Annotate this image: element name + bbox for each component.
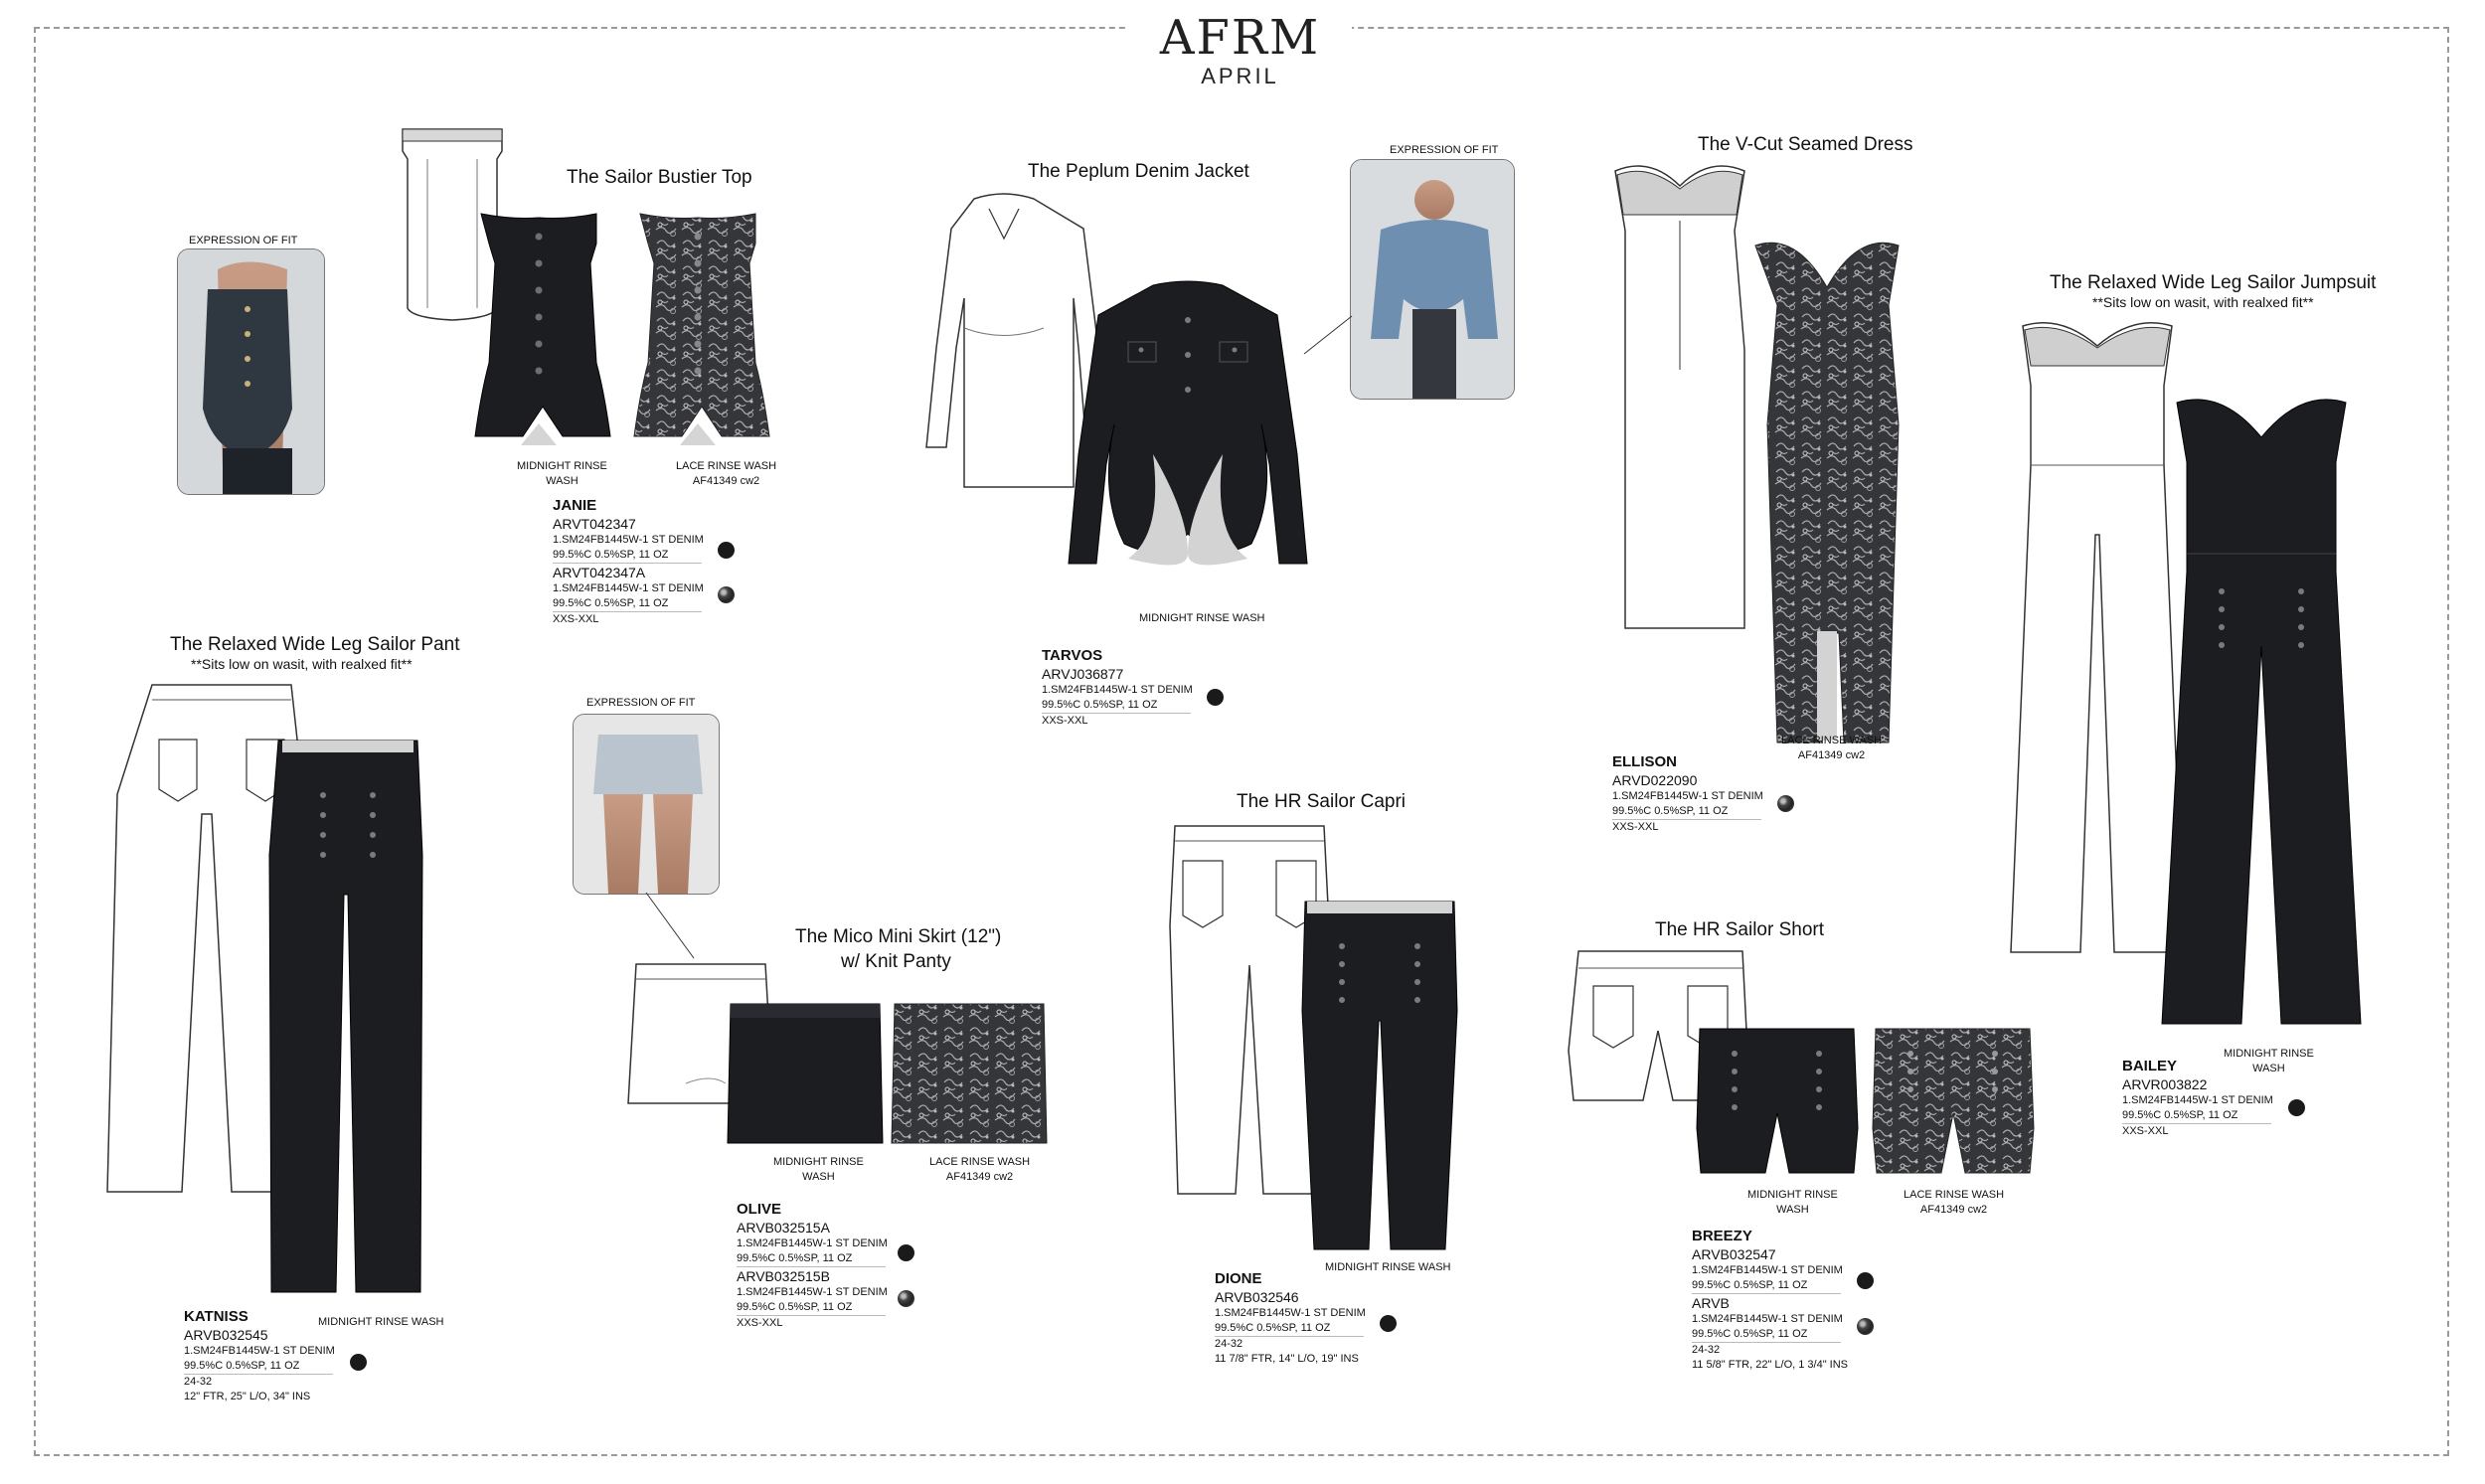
bustier-spec: JANIE ARVT042347 1.SM24FB1445W-1 ST DENIM 99.5%C 0.5%SP, 11 OZ ARVT042347A 1.SM24FB1445W-1 ST DENIM 99.5%C 0.5%SP, 11 OZ XXS-XXL — [553, 497, 704, 625]
pant-subtitle: **Sits low on wasit, with realxed fit** — [191, 656, 413, 672]
short-wash-lace: LACE RINSE WASH AF41349 cw2 — [1904, 1189, 2005, 1216]
short-wash-midnight: MIDNIGHT RINSE WASH — [1747, 1189, 1838, 1216]
jacket-midnight — [1064, 280, 1312, 608]
short-title: The HR Sailor Short — [1655, 919, 1825, 940]
short-lace — [1871, 1024, 2035, 1183]
swatch-midnight — [718, 542, 735, 559]
brand-name: AFRM — [1159, 10, 1321, 66]
dress-flat-sketch — [1605, 161, 1764, 638]
swatch-midnight — [898, 1244, 914, 1261]
swatch-lace — [1857, 1318, 1874, 1335]
style-code: ARVT042347A — [553, 565, 646, 580]
skirt-title: The Mico Mini Skirt (12") — [795, 926, 1002, 947]
capri-title: The HR Sailor Capri — [1237, 791, 1406, 812]
swatch-midnight — [1207, 689, 1224, 706]
pant-midnight — [268, 736, 427, 1312]
swatch-lace — [1777, 795, 1794, 812]
jacket-wash: MIDNIGHT RINSE WASH — [1139, 612, 1265, 624]
swatch-midnight — [2288, 1099, 2305, 1116]
bustier-wash-midnight: MIDNIGHT RINSE WASH — [517, 460, 607, 487]
season-label: APRIL — [1201, 64, 1279, 88]
jacket-fit-label: EXPRESSION OF FIT — [1390, 144, 1499, 156]
capri-spec: DIONE ARVB032546 1.SM24FB1445W-1 ST DENIM 99.5%C 0.5%SP, 11 OZ 24-32 11 7/8" FTR, 14" L/O, 19" INS — [1215, 1270, 1366, 1365]
dress-wash: LACE RINSE WASH AF41349 cw2 — [1781, 735, 1883, 761]
jumpsuit-midnight — [2167, 393, 2356, 1069]
dress-lace — [1747, 234, 1906, 750]
jumpsuit-title: The Relaxed Wide Leg Sailor Jumpsuit — [2050, 272, 2377, 293]
bustier-lace — [628, 212, 777, 450]
jumpsuit-spec: BAILEY ARVR003822 1.SM24FB1445W-1 ST DENIM 99.5%C 0.5%SP, 11 OZ XXS-XXL — [2122, 1058, 2273, 1137]
swatch-lace — [718, 586, 735, 603]
pant-title: The Relaxed Wide Leg Sailor Pant — [170, 634, 460, 655]
jacket-spec: TARVOS ARVJ036877 1.SM24FB1445W-1 ST DENIM 99.5%C 0.5%SP, 11 OZ XXS-XXL — [1042, 647, 1193, 727]
jacket-callout-line — [1304, 316, 1364, 356]
capri-midnight — [1300, 897, 1459, 1254]
style-code: ARVT042347 — [553, 516, 636, 532]
brand-header — [1128, 10, 1352, 89]
pant-wash: MIDNIGHT RINSE WASH — [318, 1316, 444, 1328]
skirt-wash-lace: LACE RINSE WASH AF41349 cw2 — [929, 1156, 1031, 1183]
pant-spec: KATNISS ARVB032545 1.SM24FB1445W-1 ST DENIM 99.5%C 0.5%SP, 11 OZ 24-32 12" FTR, 25" L/O, 34" INS — [184, 1308, 335, 1402]
skirt-spec: OLIVE ARVB032515A 1.SM24FB1445W-1 ST DENIM 99.5%C 0.5%SP, 11 OZ ARVB032515B 1.SM24FB1445W-1 ST DENIM 99.5%C 0.5%SP, 11 OZ XXS-XXL — [737, 1201, 888, 1329]
jumpsuit-flat-sketch — [2013, 316, 2182, 962]
skirt-lace — [890, 999, 1049, 1148]
short-spec: BREEZY ARVB032547 1.SM24FB1445W-1 ST DENIM 99.5%C 0.5%SP, 11 OZ ARVB 1.SM24FB1445W-1 ST DENIM 99.5%C 0.5%SP, 11 OZ 24-32 11 5/8" FTR, 22" L/O, 1 3/4" INS — [1692, 1228, 1849, 1371]
skirt-subtitle: w/ Knit Panty — [841, 951, 951, 972]
capri-wash: MIDNIGHT RINSE WASH — [1325, 1261, 1451, 1273]
dress-title: The V-Cut Seamed Dress — [1698, 134, 1913, 155]
jumpsuit-subtitle: **Sits low on wasit, with realxed fit** — [2092, 294, 2314, 310]
bustier-fit-label: EXPRESSION OF FIT — [189, 235, 298, 247]
jacket-title: The Peplum Denim Jacket — [1028, 161, 1249, 182]
short-midnight — [1695, 1024, 1859, 1183]
bustier-title: The Sailor Bustier Top — [567, 167, 752, 188]
skirt-callout-line — [636, 893, 716, 962]
skirt-midnight — [726, 999, 885, 1148]
bustier-fit-photo — [177, 248, 325, 495]
swatch-lace — [898, 1290, 914, 1307]
swatch-midnight — [1857, 1272, 1874, 1289]
skirt-fit-photo — [573, 714, 720, 895]
skirt-wash-midnight: MIDNIGHT RINSE WASH — [773, 1156, 864, 1183]
jumpsuit-wash: MIDNIGHT RINSE WASH — [2224, 1048, 2314, 1074]
bustier-wash-lace: LACE RINSE WASH AF41349 cw2 — [676, 460, 777, 487]
swatch-midnight — [350, 1354, 367, 1371]
style-name: JANIE — [553, 497, 597, 514]
bustier-midnight — [469, 212, 618, 450]
swatch-midnight — [1380, 1315, 1397, 1332]
dress-spec: ELLISON ARVD022090 1.SM24FB1445W-1 ST DENIM 99.5%C 0.5%SP, 11 OZ XXS-XXL — [1612, 753, 1763, 833]
skirt-fit-label: EXPRESSION OF FIT — [586, 697, 696, 709]
jacket-fit-photo — [1350, 159, 1515, 400]
